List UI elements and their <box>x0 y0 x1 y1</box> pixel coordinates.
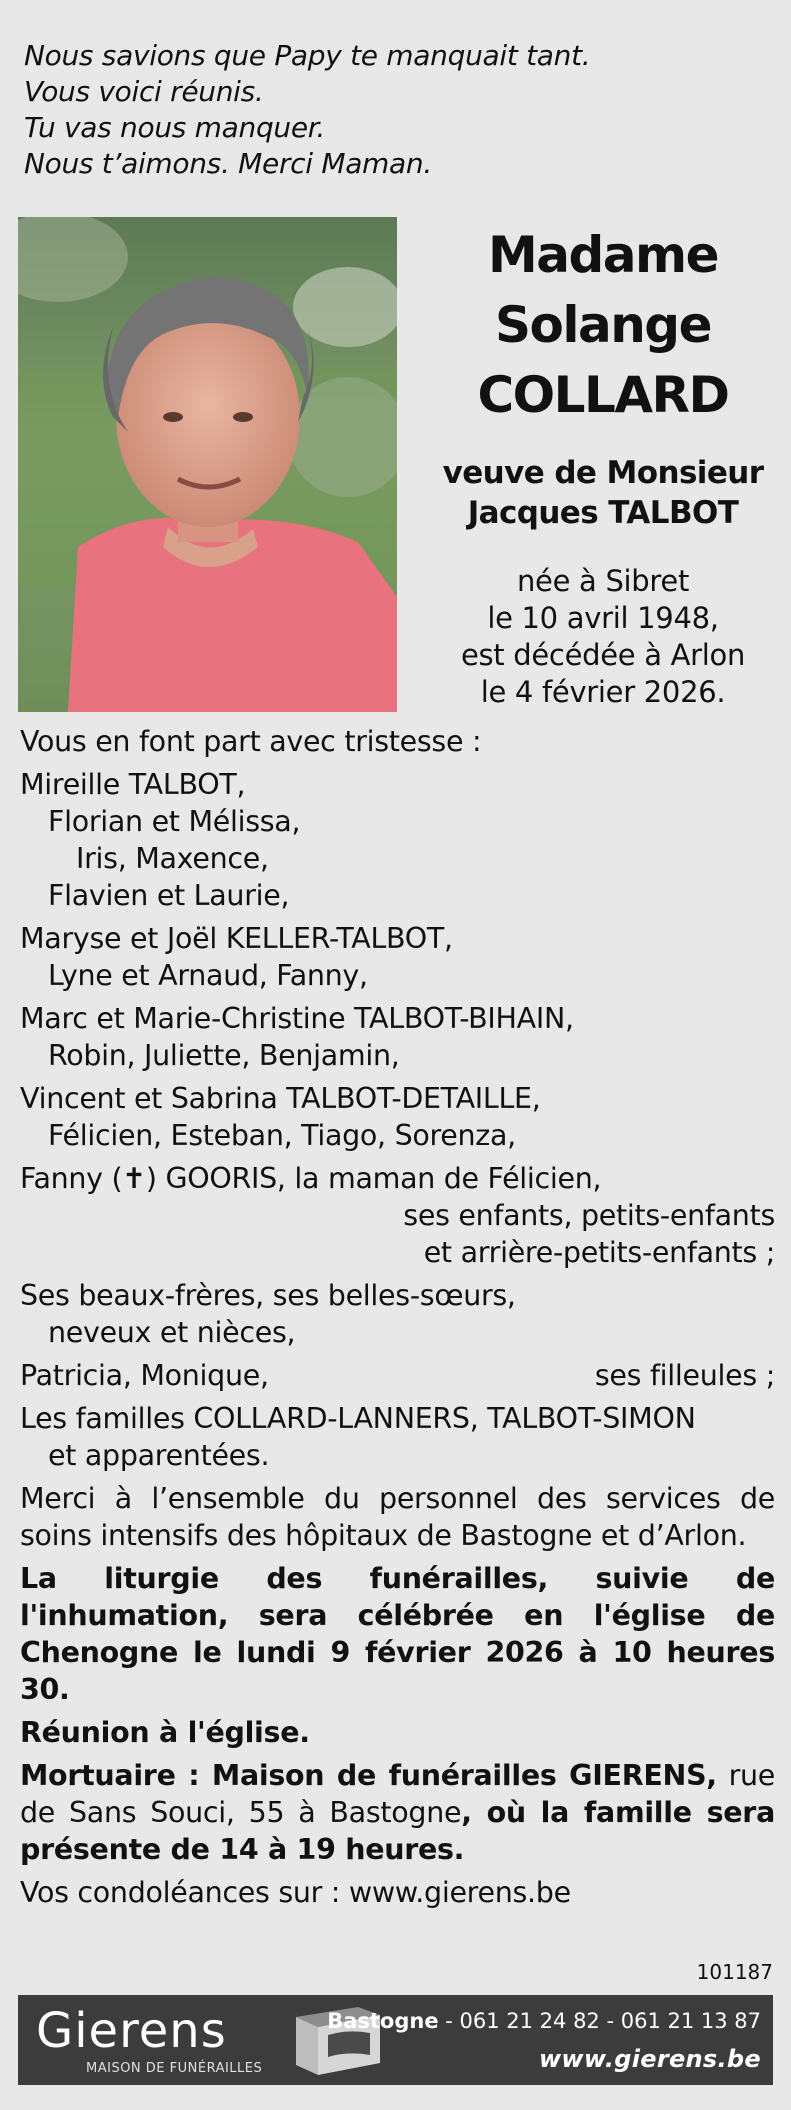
contact-phones: - 061 21 24 82 - 061 21 13 87 <box>438 2009 761 2033</box>
intro-line: Tu vas nous manquer. <box>24 111 326 144</box>
intro-line: Nous savions que Papy te manquait tant. <box>24 39 591 72</box>
intro-line: Vous voici réunis. <box>24 75 264 108</box>
family-line: et arrière-petits-enfants ; <box>423 1236 775 1269</box>
family-line: Vincent et Sabrina TALBOT-DETAILLE, <box>20 1082 541 1115</box>
mortuary-label: Mortuaire : Maison de funérailles GIERENS, <box>20 1759 717 1792</box>
widow-line: Jacques TALBOT <box>467 495 739 531</box>
announcement-body <box>20 723 775 1911</box>
family-line: Fanny (✝) GOORIS, la maman de Félicien, <box>20 1162 602 1195</box>
family-line: Ses beaux-frères, ses belles-sœurs, <box>20 1279 516 1312</box>
deceased-first-name: Solange <box>494 296 712 354</box>
family-line: ses enfants, petits-enfants <box>403 1199 775 1232</box>
family-line: Marc et Marie-Christine TALBOT-BIHAIN, <box>20 1002 574 1035</box>
brand-name: Gierens <box>36 2003 227 2059</box>
funeral-home-footer <box>18 1995 773 2085</box>
family-line: Les familles COLLARD-LANNERS, TALBOT-SIMON <box>20 1402 696 1435</box>
intro-poem <box>24 38 590 182</box>
family-line: ses filleules ; <box>594 1359 775 1392</box>
mortuary-address: rue de Sans Souci, 55 à Bastogne <box>20 1759 775 1829</box>
birth-date: le 10 avril 1948, <box>487 601 719 635</box>
reference-number: 101187 <box>696 1960 773 1984</box>
family-line: Iris, Maxence, <box>76 842 269 875</box>
deceased-title: Madame <box>487 226 719 284</box>
reunion-line: Réunion à l'église. <box>20 1716 310 1749</box>
death-place: est décédée à Arlon <box>460 638 746 672</box>
deceased-block <box>420 217 786 711</box>
family-line: neveux et nièces, <box>48 1316 296 1349</box>
portrait-photo <box>18 217 397 712</box>
family-line: Maryse et Joël KELLER-TALBOT, <box>20 922 453 955</box>
liturgy-paragraph: La liturgie des funérailles, suivie de l'inhumation, sera célébrée en l'église de Chenogne le lundi 9 février 2026 à 10 heures 30. <box>20 1562 775 1706</box>
website-link[interactable]: www.gierens.be <box>538 2045 761 2073</box>
deceased-last-name: COLLARD <box>477 366 729 424</box>
family-line: Robin, Juliette, Benjamin, <box>48 1039 400 1072</box>
contact-city: Bastogne <box>327 2009 439 2033</box>
family-line: Patricia, Monique, <box>20 1359 269 1392</box>
family-line: Lyne et Arnaud, Fanny, <box>48 959 368 992</box>
contact-line <box>327 2009 761 2033</box>
announce-line: Vous en font part avec tristesse : <box>20 725 482 758</box>
family-line: Florian et Mélissa, <box>48 805 301 838</box>
goddaughters-row <box>20 1357 775 1394</box>
intro-line: Nous t’aimons. Merci Maman. <box>24 147 432 180</box>
condolences-line: Vos condoléances sur : www.gierens.be <box>20 1876 571 1909</box>
family-line: Flavien et Laurie, <box>48 879 290 912</box>
mortuary-presence: , où la famille sera présente de 14 à 19 heures. <box>20 1796 775 1866</box>
thanks-paragraph: Merci à l’ensemble du personnel des services de soins intensifs des hôpitaux de Bastogne et d’Arlon. <box>20 1482 775 1552</box>
family-line: Félicien, Esteban, Tiago, Sorenza, <box>48 1119 516 1152</box>
family-line: Mireille TALBOT, <box>20 768 246 801</box>
mortuary-paragraph <box>20 1757 775 1868</box>
family-line: et apparentées. <box>48 1439 270 1472</box>
portrait-illustration <box>18 217 397 712</box>
widow-line: veuve de Monsieur <box>442 455 764 491</box>
birth-place: née à Sibret <box>516 564 690 598</box>
brand-subtitle: MAISON DE FUNÉRAILLES <box>86 2061 263 2076</box>
death-date: le 4 février 2026. <box>480 675 726 709</box>
